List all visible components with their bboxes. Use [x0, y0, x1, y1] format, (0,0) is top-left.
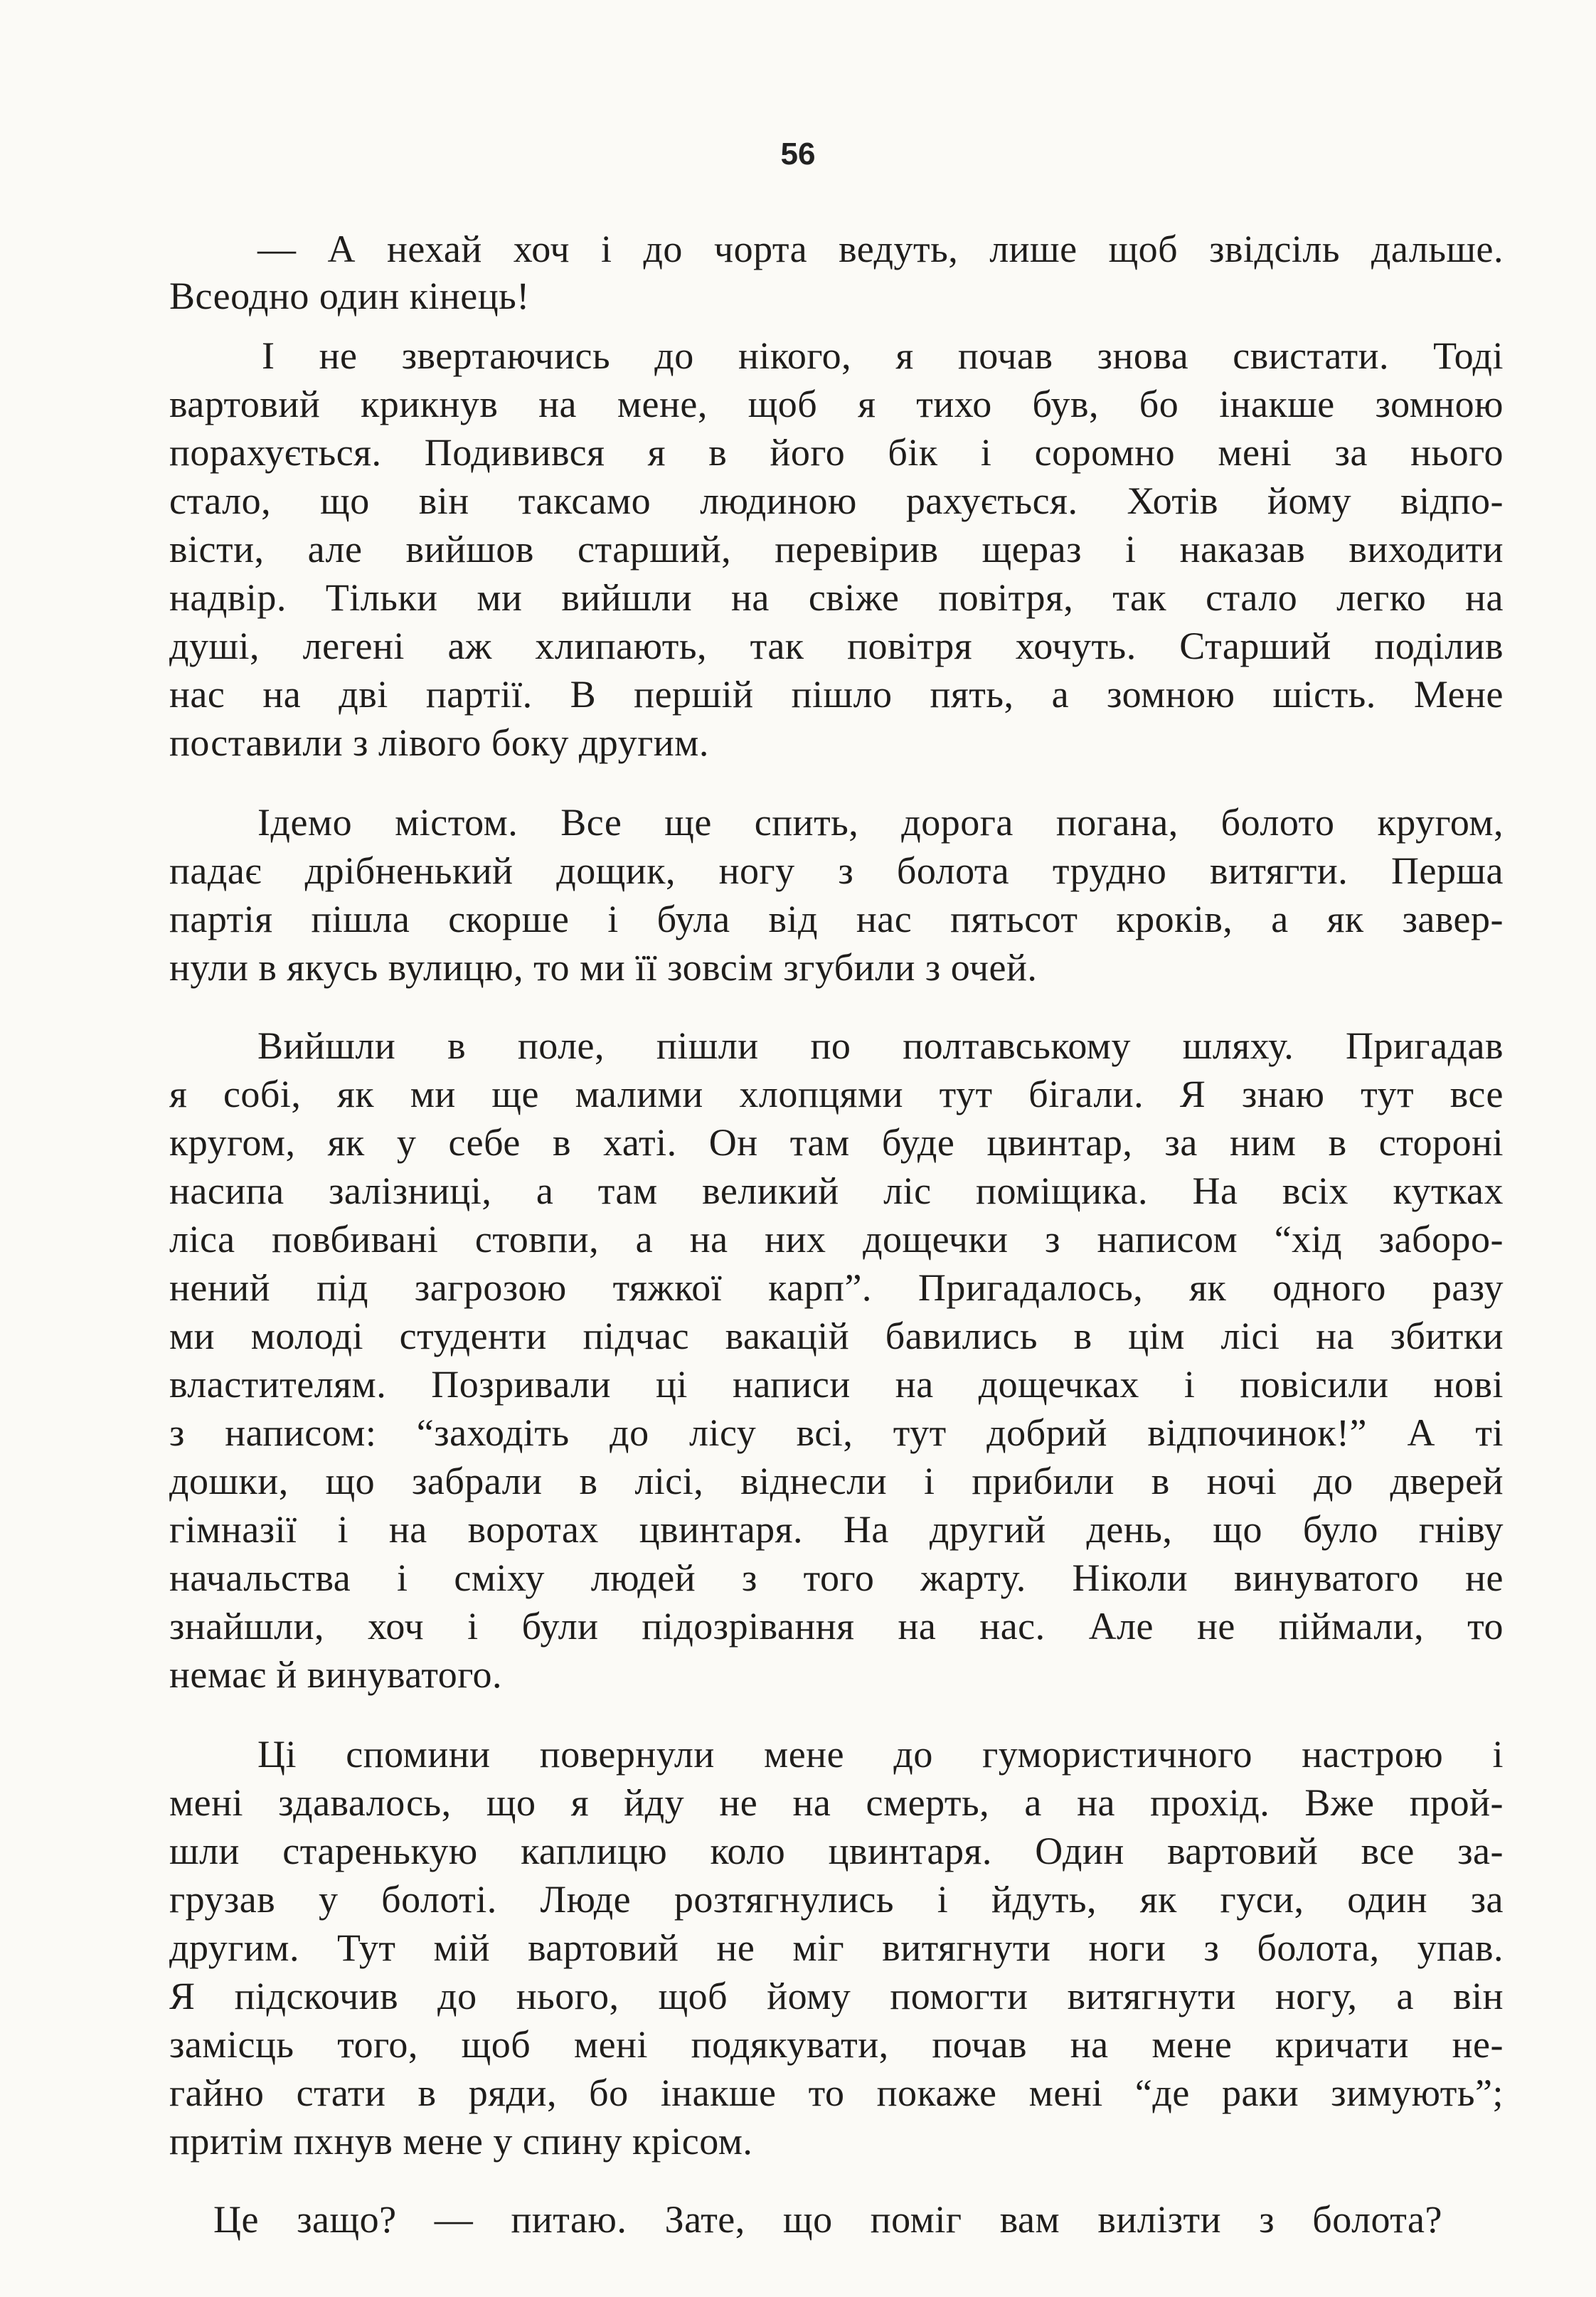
- text-line: падає дрібненький дощик, ногу з болота трудно витягти. Перша: [169, 849, 1504, 892]
- text-line: душі, легені аж хлипають, так повітря хочуть. Старший поділив: [169, 625, 1504, 667]
- text-line: вісти, але вийшов старший, перевірив щераз і наказав виходити: [169, 528, 1504, 571]
- text-line: гімназії і на воротах цвинтаря. На другий день, що було гніву: [169, 1508, 1504, 1551]
- text-line: І не звертаючись до нікого, я почав знова свистати. Тоді: [262, 334, 1504, 377]
- text-line: ми молоді студенти підчас вакацій бавились в цім лісі на збитки: [169, 1315, 1504, 1357]
- text-line: я собі, як ми ще малими хлопцями тут бігали. Я знаю тут все: [169, 1073, 1504, 1115]
- text-line: нений під загрозою тяжкої карп”. Пригадалось, як одного разу: [169, 1266, 1504, 1309]
- text-line: Ці спомини повернули мене до гумористичного настрою і: [257, 1733, 1504, 1776]
- text-line: мені здавалось, що я йду не на смерть, а на прохід. Вже прой-: [169, 1781, 1504, 1824]
- page-number: 56: [780, 137, 816, 171]
- text-line: нас на дві партії. В першій пішло пять, а зомною шість. Мене: [169, 673, 1504, 716]
- text-line: притім пхнув мене у спину крісом.: [169, 2120, 753, 2163]
- text-line: партія пішла скорше і була від нас пятьсот кроків, а як завер-: [169, 898, 1504, 940]
- text-line: начальства і сміху людей з того жарту. Ніколи винуватого не: [169, 1556, 1504, 1599]
- text-line: Це защо? — питаю. Зате, що поміг вам вилізти з болота?: [213, 2198, 1442, 2241]
- text-line: вартовий крикнув на мене, щоб я тихо був, бо інакше зомною: [169, 383, 1504, 425]
- text-line: Я підскочив до нього, щоб йому помогти витягнути ногу, а він: [169, 1975, 1504, 2017]
- text-line: знайшли, хоч і були підозрівання на нас. Але не піймали, то: [169, 1605, 1504, 1648]
- text-line: поставили з лівого боку другим.: [169, 721, 709, 764]
- text-line: шли старенькую каплицю коло цвинтаря. Один вартовий все за-: [169, 1830, 1504, 1872]
- text-line: стало, що він таксамо людиною рахується. Хотів йому відпо-: [169, 479, 1504, 522]
- text-line: кругом, як у себе в хаті. Он там буде цвинтар, за ним в стороні: [169, 1121, 1504, 1164]
- text-line: дошки, що забрали в лісі, віднесли і прибили в ночі до дверей: [169, 1460, 1504, 1502]
- text-line: Вийшли в поле, пішли по полтавському шляху. Пригадав: [257, 1024, 1504, 1067]
- text-line: Ідемо містом. Все ще спить, дорога погана, болото кругом,: [257, 801, 1504, 844]
- text-line: з написом: “заходіть до лісу всі, тут добрий відпочинок!” А ті: [169, 1411, 1504, 1454]
- text-line: другим. Тут мій вартовий не міг витягнути ноги з болота, упав.: [169, 1926, 1504, 1969]
- text-line: надвір. Тільки ми вийшли на свіже повітря, так стало легко на: [169, 576, 1504, 619]
- text-line: властителям. Позривали ці написи на дощечках і повісили нові: [169, 1363, 1504, 1406]
- text-line: ліса повбивані стовпи, а на них дощечки з написом “хід заборо-: [169, 1218, 1504, 1261]
- text-line: замісць того, щоб мені подякувати, почав на мене кричати не-: [169, 2023, 1504, 2066]
- text-line: грузав у болоті. Люде розтягнулись і йдуть, як гуси, один за: [169, 1878, 1504, 1921]
- text-line: насипа залізниці, а там великий ліс поміщика. На всіх кутках: [169, 1169, 1504, 1212]
- text-line: Всеодно один кінець!: [169, 275, 530, 317]
- text-line: нули в якусь вулицю, то ми її зовсім згубили з очей.: [169, 946, 1038, 989]
- text-line: немає й винуватого.: [169, 1653, 503, 1696]
- text-line: гайно стати в ряди, бо інакше то покаже мені “де раки зимують”;: [169, 2071, 1504, 2114]
- text-line: порахується. Подивився я в його бік і соромно мені за нього: [169, 431, 1504, 474]
- text-line: — А нехай хоч і до чорта ведуть, лише щоб звідсіль дальше.: [257, 228, 1504, 270]
